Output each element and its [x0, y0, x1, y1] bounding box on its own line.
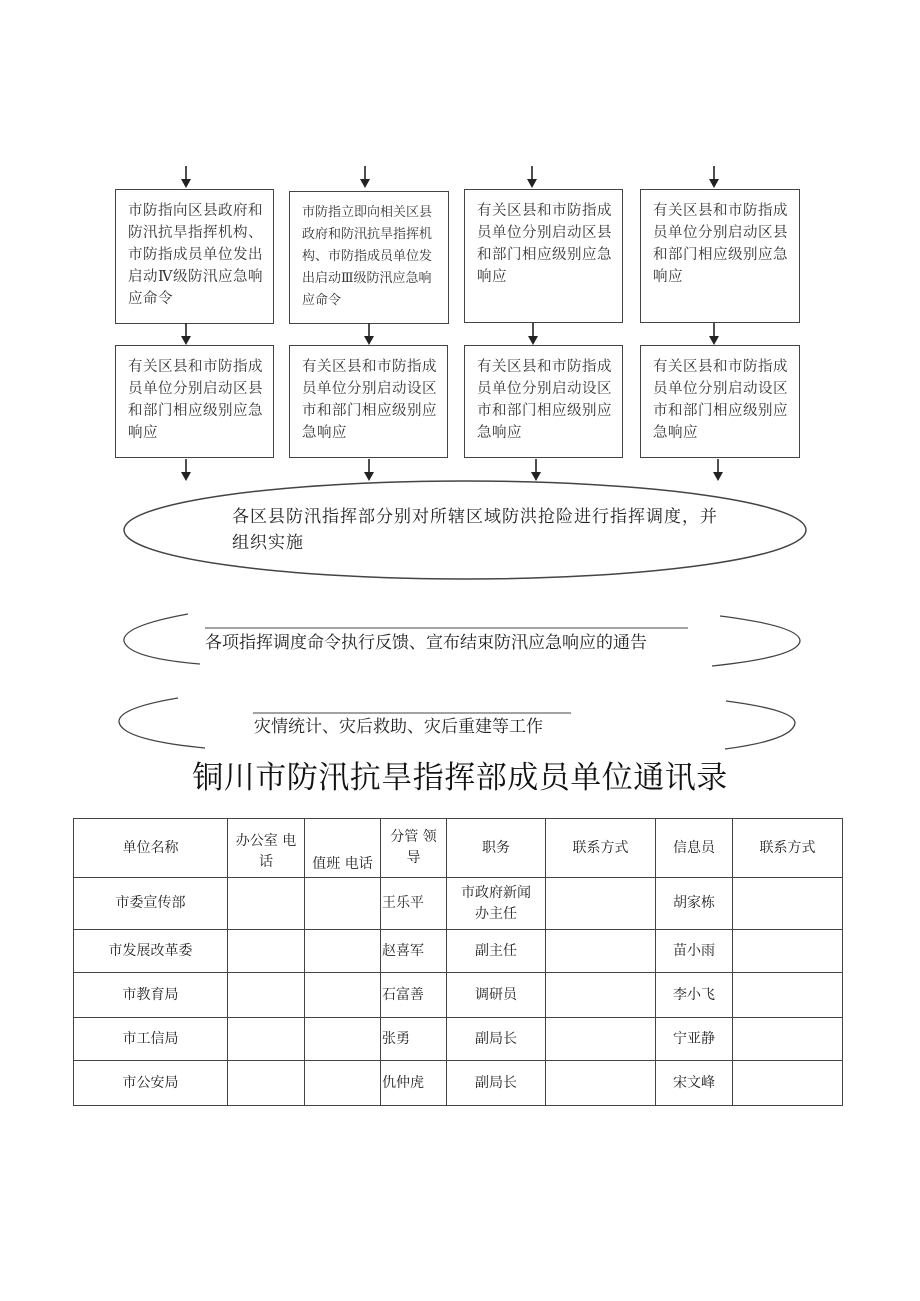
cell-office-phone: [228, 1061, 305, 1106]
header-contact2: 联系方式: [733, 819, 843, 878]
header-info-officer: 信息员: [656, 819, 733, 878]
cell-info-officer: 李小飞: [656, 973, 733, 1018]
header-duty-phone: 值班 电话: [305, 819, 381, 878]
cell-contact2: [733, 878, 843, 930]
contacts-table: [73, 818, 843, 1106]
cell-leader: 张勇: [381, 1018, 447, 1061]
cell-contact2: [733, 1018, 843, 1061]
flow-box-row2-1: 有关区县和市防指成员单位分别启动区县和部门相应级别应急响应: [115, 345, 274, 458]
cell-info-officer: 宁亚静: [656, 1018, 733, 1061]
cell-duty-phone: [305, 930, 381, 973]
flow-box-row2-4: 有关区县和市防指成员单位分别启动设区市和部门相应级别应急响应: [640, 345, 800, 458]
cell-unit: 市委宣传部: [74, 878, 228, 930]
page-title: 铜川市防汛抗旱指挥部成员单位通讯录: [192, 760, 728, 796]
cell-contact2: [733, 930, 843, 973]
cell-office-phone: [228, 973, 305, 1018]
cell-leader: 王乐平: [381, 878, 447, 930]
flow-box-row2-3: 有关区县和市防指成员单位分别启动设区市和部门相应级别应急响应: [464, 345, 623, 458]
table-row: [74, 930, 843, 973]
flow-box-row1-4: 有关区县和市防指成员单位分别启动区县和部门相应级别应急响应: [640, 189, 800, 323]
ellipse-feedback-text: 各项指挥调度命令执行反馈、宣布结束防汛应急响应的通告: [205, 633, 647, 653]
cell-duty-phone: [305, 973, 381, 1018]
cell-contact1: [546, 973, 656, 1018]
header-unit: 单位名称: [74, 819, 228, 878]
cell-unit: 市工信局: [74, 1018, 228, 1061]
cell-position: 副主任: [447, 930, 546, 973]
table-row: [74, 1018, 843, 1061]
table-row: [74, 878, 843, 930]
ellipse-main-text: 各区县防汛指挥部分别对所辖区域防洪抢险进行指挥调度，并组织实施: [232, 507, 718, 553]
cell-unit: 市发展改革委: [74, 930, 228, 973]
cell-info-officer: 苗小雨: [656, 930, 733, 973]
cell-contact1: [546, 878, 656, 930]
cell-office-phone: [228, 1018, 305, 1061]
cell-contact1: [546, 1018, 656, 1061]
cell-contact2: [733, 973, 843, 1018]
cell-leader: 赵喜军: [381, 930, 447, 973]
header-contact1: 联系方式: [546, 819, 656, 878]
header-office-phone: 办公室 电话: [228, 819, 305, 878]
cell-info-officer: 胡家栋: [656, 878, 733, 930]
flow-box-row1-3: 有关区县和市防指成员单位分别启动区县和部门相应级别应急响应: [464, 189, 623, 323]
cell-duty-phone: [305, 1061, 381, 1106]
flow-box-row1-1: 市防指向区县政府和防汛抗旱指挥机构、市防指成员单位发出启动Ⅳ级防汛应急响应命令: [115, 189, 274, 324]
cell-office-phone: [228, 878, 305, 930]
cell-unit: 市教育局: [74, 973, 228, 1018]
cell-position: 副局长: [447, 1061, 546, 1106]
cell-leader: 仇仲虎: [381, 1061, 447, 1106]
flow-box-row2-2: 有关区县和市防指成员单位分别启动设区市和部门相应级别应急响应: [289, 345, 448, 458]
table-row: [74, 973, 843, 1018]
cell-contact1: [546, 1061, 656, 1106]
header-leader: 分管 领导: [381, 819, 447, 878]
cell-duty-phone: [305, 1018, 381, 1061]
cell-position: 市政府新闻办主任: [447, 878, 546, 930]
cell-duty-phone: [305, 878, 381, 930]
cell-contact1: [546, 930, 656, 973]
table-header-row: [74, 819, 843, 878]
cell-office-phone: [228, 930, 305, 973]
cell-contact2: [733, 1061, 843, 1106]
cell-position: 副局长: [447, 1018, 546, 1061]
cell-unit: 市公安局: [74, 1061, 228, 1106]
cell-position: 调研员: [447, 973, 546, 1018]
table-row: [74, 1061, 843, 1106]
cell-info-officer: 宋文峰: [656, 1061, 733, 1106]
flow-box-row1-2: 市防指立即向相关区县政府和防汛抗旱指挥机构、市防指成员单位发出启动Ⅲ级防汛应急响应命令: [289, 191, 449, 324]
ellipse-aftermath-text: 灾情统计、灾后救助、灾后重建等工作: [254, 717, 543, 737]
header-position: 职务: [447, 819, 546, 878]
cell-leader: 石富善: [381, 973, 447, 1018]
